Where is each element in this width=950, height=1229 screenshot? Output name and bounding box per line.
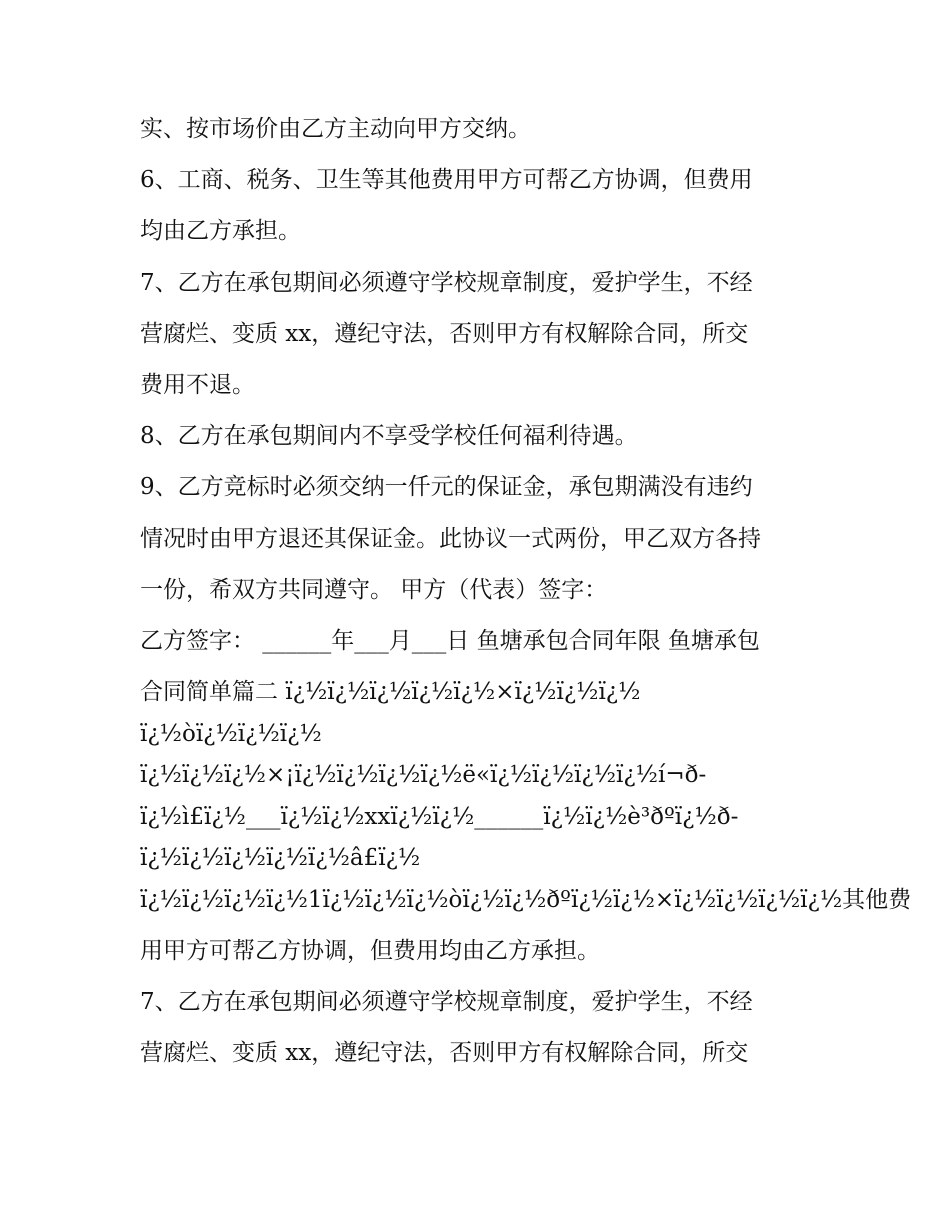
paragraph-line: 一份，希双方共同遵守。 甲方（代表）签字： xyxy=(140,576,608,603)
paragraph-line: 9、乙方竞标时必须交纳一仟元的保证金，承包期满没有违约 xyxy=(140,474,753,501)
garbled-text-line: ï¿½òï¿½ï¿½ï¿½ xyxy=(140,720,322,747)
paragraph-line: 8、乙方在承包期间内不享受学校任何福利待遇。 xyxy=(140,423,638,450)
garbled-text-line: ï¿½ì£ï¿½___ï¿½ï¿½xxï¿½ï¿½______ï¿½ï¿½è³ðºï¿½ð- xyxy=(140,803,739,830)
paragraph-line: 均由乙方承担。 xyxy=(140,218,301,245)
paragraph-line: 6、工商、税务、卫生等其他费用甲方可帮乙方协调，但费用 xyxy=(140,167,753,194)
contract-text xyxy=(140,107,912,1082)
paragraph-line: 7、乙方在承包期间必须遵守学校规章制度，爱护学生，不经 xyxy=(140,269,753,296)
paragraph-line: 7、乙方在承包期间必须遵守学校规章制度，爱护学生，不经 xyxy=(140,988,753,1015)
paragraph-line: 用甲方可帮乙方协调，但费用均由乙方承担。 xyxy=(140,937,600,964)
paragraph-line: 营腐烂、变质 xx，遵纪守法，否则甲方有权解除合同，所交 xyxy=(140,320,749,347)
paragraph-line: 情况时由甲方退还其保证金。此协议一式两份，甲乙双方各持 xyxy=(140,525,761,552)
paragraph-line: 实、按市场价由乙方主动向甲方交纳。 xyxy=(140,116,531,142)
garbled-text-line: 合同简单篇二 ï¿½ï¿½ï¿½ï¿½ï¿½×ï¿½ï¿½ï¿½ xyxy=(140,679,641,706)
paragraph-line: ï¿½ï¿½ï¿½ï¿½1ï¿½ï¿½ï¿½òï¿½ï¿½ðºï¿½ï¿½×ï¿½ï¿½ï¿½ï¿½其他费 xyxy=(140,886,912,913)
paragraph-line: 营腐烂、变质 xx，遵纪守法，否则甲方有权解除合同，所交 xyxy=(140,1040,749,1067)
garbled-text-line: ï¿½ï¿½ï¿½ï¿½ï¿½â£ï¿½ xyxy=(140,845,421,872)
garbled-text-line: ï¿½ï¿½ï¿½×¡ï¿½ï¿½ï¿½ï¿½ë«ï¿½ï¿½ï¿½ï¿½í¬ð- xyxy=(140,762,707,789)
paragraph-line: 费用不退。 xyxy=(140,371,255,398)
signature-line: 乙方签字： ______年___月___日 鱼塘承包合同年限 鱼塘承包 xyxy=(140,627,760,654)
